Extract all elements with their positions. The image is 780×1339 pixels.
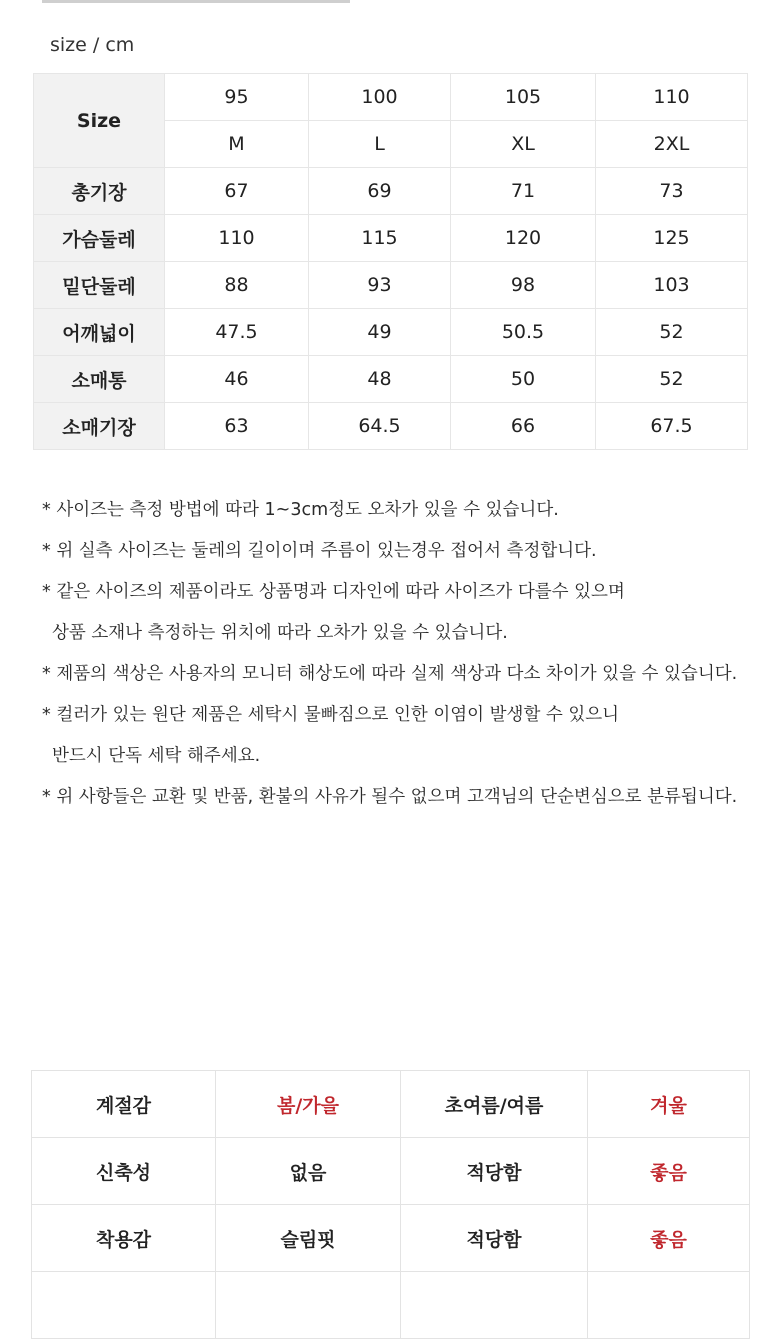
attribute-empty-cell [32,1272,216,1339]
attribute-option: 초여름/여름 [401,1071,588,1138]
size-row [34,215,748,262]
size-row-label: 밑단둘레 [34,262,165,309]
size-row-label: 가슴둘레 [34,215,165,262]
attribute-option: 겨울 [588,1071,750,1138]
size-letter-cell: M [165,121,309,168]
attribute-empty-cell [588,1272,750,1339]
size-value-cell: 71 [451,168,596,215]
top-divider [42,0,350,3]
size-value-cell: 120 [451,215,596,262]
size-value-cell: 67 [165,168,309,215]
size-row [34,168,748,215]
size-header-row-numbers [34,74,748,121]
size-header-label: Size [34,74,165,168]
attribute-option: 좋음 [588,1138,750,1205]
note-line: * 제품의 색상은 사용자의 모니터 해상도에 따라 실제 색상과 다소 차이가 있을 수 있습니다. [42,664,738,684]
size-value-cell: 67.5 [596,403,748,450]
size-value-cell: 50 [451,356,596,403]
note-line: * 같은 사이즈의 제품이라도 상품명과 디자인에 따라 사이즈가 다를수 있으며 [42,582,625,602]
size-value-cell: 93 [309,262,451,309]
size-number-cell: 95 [165,74,309,121]
attribute-label: 착용감 [32,1205,216,1272]
size-row [34,309,748,356]
attribute-option: 슬림핏 [216,1205,401,1272]
size-notes [42,490,762,818]
attribute-row-stretch [32,1138,750,1205]
size-row-label: 총기장 [34,168,165,215]
size-letter-cell: XL [451,121,596,168]
size-value-cell: 103 [596,262,748,309]
size-value-cell: 98 [451,262,596,309]
size-letter-cell: 2XL [596,121,748,168]
size-value-cell: 69 [309,168,451,215]
attribute-row-fit [32,1205,750,1272]
size-value-cell: 48 [309,356,451,403]
size-value-cell: 115 [309,215,451,262]
note-line: * 위 실측 사이즈는 둘레의 길이이며 주름이 있는경우 접어서 측정합니다. [42,541,597,561]
size-row [34,356,748,403]
attribute-row-season [32,1071,750,1138]
unit-label: size / cm [50,34,135,56]
size-row [34,403,748,450]
note-line-continued: 상품 소재나 측정하는 위치에 따라 오차가 있을 수 있습니다. [52,623,508,643]
size-value-cell: 88 [165,262,309,309]
note-line: * 위 사항들은 교환 및 반품, 환불의 사유가 될수 없으며 고객님의 단순변심으로 분류됩니다. [42,787,738,807]
size-value-cell: 47.5 [165,309,309,356]
note-line-continued: 반드시 단독 세탁 해주세요. [52,746,261,766]
attribute-option: 봄/가을 [216,1071,401,1138]
attribute-option: 좋음 [588,1205,750,1272]
size-row-label: 소매기장 [34,403,165,450]
size-value-cell: 125 [596,215,748,262]
note-line: * 컬러가 있는 원단 제품은 세탁시 물빠짐으로 인한 이염이 발생할 수 있으니 [42,705,620,725]
size-number-cell: 100 [309,74,451,121]
size-value-cell: 110 [165,215,309,262]
size-value-cell: 52 [596,356,748,403]
attribute-label: 계절감 [32,1071,216,1138]
size-letter-cell: L [309,121,451,168]
attribute-table [31,1070,750,1339]
size-table [33,73,748,450]
size-value-cell: 73 [596,168,748,215]
size-value-cell: 46 [165,356,309,403]
size-value-cell: 66 [451,403,596,450]
attribute-option: 적당함 [401,1205,588,1272]
attribute-empty-cell [216,1272,401,1339]
attribute-label: 신축성 [32,1138,216,1205]
attribute-option: 적당함 [401,1138,588,1205]
size-value-cell: 50.5 [451,309,596,356]
attribute-option: 없음 [216,1138,401,1205]
size-value-cell: 64.5 [309,403,451,450]
size-number-cell: 110 [596,74,748,121]
size-value-cell: 52 [596,309,748,356]
attribute-row-partial [32,1272,750,1339]
size-row-label: 소매통 [34,356,165,403]
size-value-cell: 63 [165,403,309,450]
size-number-cell: 105 [451,74,596,121]
size-value-cell: 49 [309,309,451,356]
note-line: * 사이즈는 측정 방법에 따라 1~3cm정도 오차가 있을 수 있습니다. [42,500,559,520]
size-row-label: 어깨넓이 [34,309,165,356]
attribute-empty-cell [401,1272,588,1339]
size-row [34,262,748,309]
